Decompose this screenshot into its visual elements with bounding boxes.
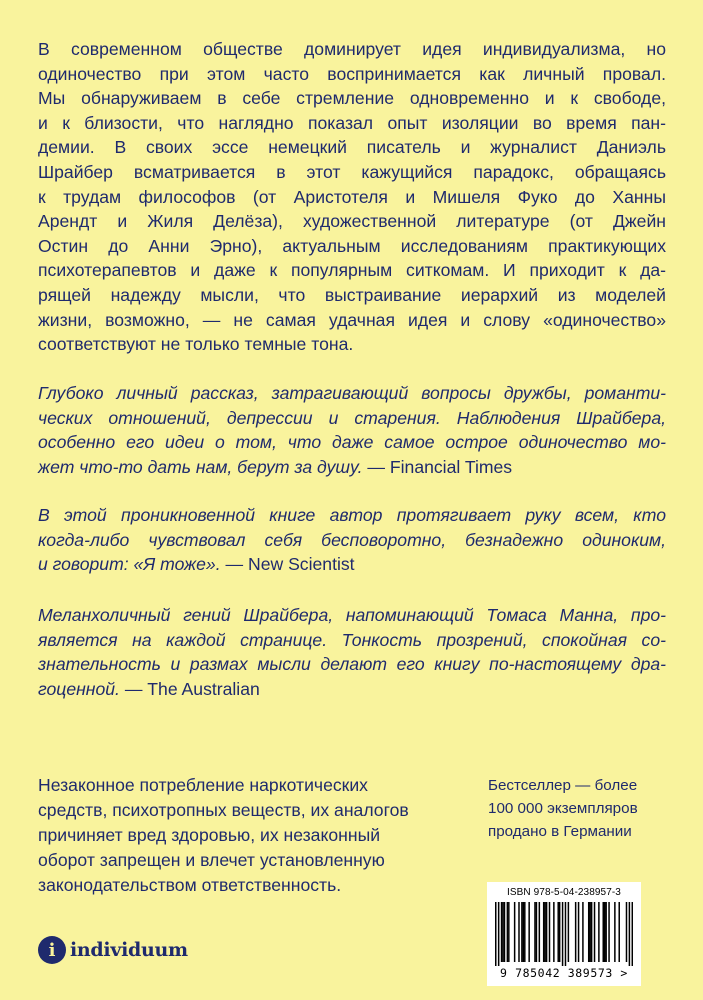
barcode-bar — [588, 902, 590, 962]
quote-line: и говорит: «Я тоже». — [38, 554, 221, 575]
quote-line: Глубоко личный рассказ, затрагивающий вопросы дружбы, романти- — [38, 383, 666, 403]
barcode-bar — [523, 902, 525, 962]
review-quote-new-scientist — [38, 503, 666, 577]
barcode-bar — [559, 902, 561, 962]
description-line: В современном обществе доминирует идея индивидуализма, но — [38, 39, 666, 59]
barcode-bar — [507, 902, 509, 962]
isbn-barcode — [487, 882, 641, 986]
barcode-bar — [544, 902, 546, 962]
barcode-bar — [605, 902, 607, 962]
barcode-bar — [504, 902, 506, 962]
barcode-bar — [543, 902, 545, 962]
description-line: демии. В своих эссе немецкий писатель и журналист Даниэль — [38, 137, 666, 158]
barcode-bars — [495, 902, 633, 966]
bestseller-line: продано в Германии — [488, 823, 632, 840]
description-line: Шрайбер всматривается в этот кажущийся парадокс, обращаясь — [38, 161, 666, 182]
description-line: одиночество при этом часто воспринимается как личный провал. — [38, 63, 666, 84]
barcode-bar — [604, 902, 606, 962]
description-line: Арендт и Жиля Делёза), художественной литературе (от Джейн — [38, 211, 666, 232]
bestseller-note — [488, 774, 678, 843]
barcode-bar — [498, 902, 500, 966]
barcode-bar — [582, 902, 584, 962]
barcode-bar — [629, 902, 631, 966]
barcode-bar — [524, 902, 526, 962]
barcode-bar — [565, 902, 567, 966]
isbn-number: ISBN 978-5-04-238957-3 — [507, 887, 621, 898]
barcode-bar — [539, 902, 541, 962]
quote-line: знательность и размах мысли делают его книгу по-настоящему дра- — [38, 654, 666, 675]
ean-digits: 9 785042 389573 > — [500, 966, 628, 980]
description-line: Мы обнаруживаем в себе стремление одновременно и к свободе, — [38, 88, 666, 109]
quote-line: является на каждой странице. Тонкость прозрений, спокойная со- — [38, 629, 666, 650]
barcode-bar — [608, 902, 610, 962]
publisher-logo-icon: i — [38, 936, 66, 964]
barcode-bar — [602, 902, 604, 962]
description-line: жизни, возможно, — не самая удачная идея и слову «одиночество» — [38, 309, 666, 330]
description-line: и к близости, что наглядно показал опыт изоляции во время пан- — [38, 112, 666, 133]
barcode-bar — [626, 902, 628, 962]
bestseller-line: Бестселлер — более — [488, 777, 638, 794]
barcode-bar — [514, 902, 516, 962]
quote-line: особенно его идеи о том, что даже самое острое одиночество мо- — [38, 432, 666, 453]
barcode-bar — [568, 902, 570, 962]
barcode-bar — [546, 902, 548, 962]
barcode-bar — [549, 902, 551, 962]
barcode-bar — [594, 902, 596, 962]
warning-line: оборот запрещен и влечет установленную — [38, 850, 385, 870]
quote-source: — Financial Times — [367, 456, 513, 477]
barcode-bar — [501, 902, 503, 962]
quote-source: — The Australian — [124, 678, 260, 699]
barcode-bar — [534, 902, 536, 962]
warning-line: законодательством ответственность. — [38, 875, 342, 895]
barcode-bar — [562, 902, 564, 966]
barcode-bar — [557, 902, 559, 962]
description-line: Остин до Анни Эрно), актуальным исследованиям практикующих — [38, 235, 666, 256]
quote-line: жет что-то дать нам, берут за душу. — [38, 456, 363, 477]
quote-line: Меланхоличный гений Шрайбера, напоминающий Томаса Манна, про- — [38, 605, 666, 625]
quote-line: гоценной. — [38, 678, 120, 699]
barcode-bar — [598, 902, 600, 962]
description-paragraph — [38, 37, 666, 357]
warning-line: средств, психотропных веществ, их аналогов — [38, 800, 409, 820]
quote-line: когда-либо чувствовал себя бесповоротно, безнадежно одиноким, — [38, 529, 666, 550]
review-quote-financial-times — [38, 381, 666, 479]
warning-line: причиняет вред здоровью, их незаконный — [38, 825, 381, 845]
barcode-bar — [632, 902, 633, 966]
warning-line: Незаконное потребление наркотических — [38, 775, 368, 795]
description-line: к трудам философов (от Аристотеля и Мишеля Фуко до Ханны — [38, 186, 666, 207]
barcode-bar — [591, 902, 593, 962]
description-line: рящей надежду мысли, что выстраивание иерархий из моделей — [38, 284, 666, 305]
review-quote-the-australian — [38, 603, 666, 701]
quote-line: В этой проникновенной книге автор протягивает руку всем, кто — [38, 505, 666, 525]
barcode-bar — [614, 902, 616, 962]
bestseller-line: 100 000 экземпляров — [488, 800, 638, 817]
barcode-bar — [578, 902, 580, 962]
barcode-bar — [521, 902, 523, 962]
barcode-bar — [495, 902, 497, 966]
barcode-bar — [508, 902, 510, 962]
barcode-bar — [528, 902, 530, 962]
barcode-bar — [553, 902, 555, 962]
quote-source: — New Scientist — [225, 554, 355, 575]
barcode-bar — [575, 902, 577, 962]
barcode-bar — [518, 902, 520, 962]
barcode-bar — [589, 902, 591, 962]
barcode-bar — [502, 902, 504, 962]
barcode-bar — [618, 902, 620, 962]
barcode-bar — [536, 902, 538, 962]
description-line: психотерапевтов и даже к популярным ситкомам. И приходит к да- — [38, 260, 666, 281]
publisher-name: individuum — [70, 939, 188, 961]
description-line: соответствуют не только темные тона. — [38, 334, 354, 355]
publisher-logo — [38, 935, 188, 965]
legal-warning — [38, 773, 468, 898]
quote-line: ческих отношений, депрессии и старения. Наблюдения Шрайбера, — [38, 407, 666, 428]
